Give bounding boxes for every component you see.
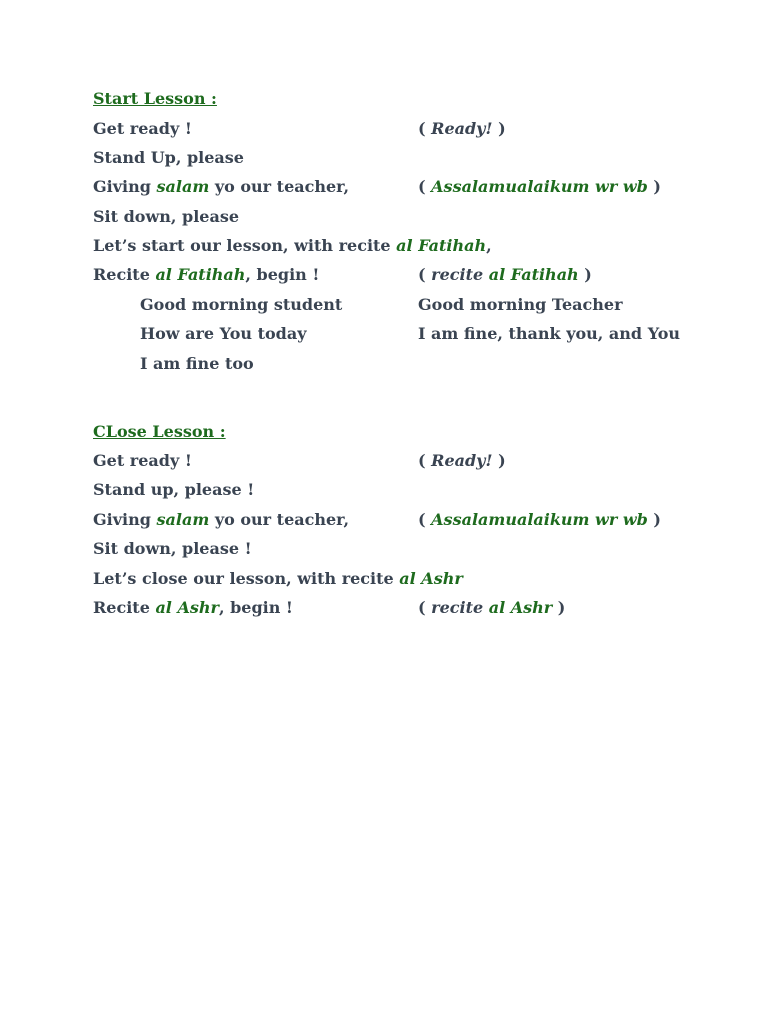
instruction-text: Recite al Ashr, begin !	[93, 597, 293, 617]
start-row-stand-up	[93, 143, 733, 172]
start-row-fine-too	[93, 349, 733, 378]
start-row-recite	[93, 260, 733, 289]
close-row-sit-down	[93, 534, 733, 563]
instruction-text: Stand up, please !	[93, 480, 255, 500]
highlight-term: salam	[156, 509, 210, 529]
instruction-text: Stand Up, please	[93, 147, 244, 167]
highlight-term: salam	[156, 177, 210, 197]
start-row-sit-down	[93, 202, 733, 231]
start-row-how-are-you	[93, 319, 733, 348]
close-row-lets-close	[93, 564, 733, 593]
highlight-term: Assalamualaikum wr wb	[431, 509, 648, 529]
response-word: Ready!	[431, 451, 493, 471]
response-text: ( Ready! )	[418, 451, 506, 471]
start-row-good-morning	[93, 290, 733, 319]
close-row-get-ready	[93, 446, 733, 475]
start-row-get-ready	[93, 114, 733, 143]
close-row-recite	[93, 593, 733, 622]
dialogue-text: Good morning student	[140, 294, 343, 314]
dialogue-text: I am fine too	[140, 353, 254, 373]
start-row-lets-start	[93, 231, 733, 260]
highlight-term: al Ashr	[488, 597, 553, 617]
section-spacer	[93, 378, 733, 417]
instruction-text: Get ready !	[93, 118, 192, 138]
start-lesson-heading: Start Lesson :	[93, 89, 217, 108]
highlight-term: al Fatihah	[488, 265, 579, 285]
start-row-giving-salam	[93, 172, 733, 201]
highlight-term: al Fatihah	[396, 236, 487, 256]
response-text: ( Assalamualaikum wr wb )	[418, 177, 661, 197]
highlight-term: al Ashr	[399, 568, 463, 588]
response-text: ( Ready! )	[418, 118, 506, 138]
close-lesson-heading: CLose Lesson :	[93, 421, 226, 441]
response-text: ( recite al Fatihah )	[418, 265, 592, 285]
response-text: ( Assalamualaikum wr wb )	[418, 509, 661, 529]
close-row-stand-up	[93, 475, 733, 504]
instruction-text: Recite al Fatihah, begin !	[93, 265, 320, 285]
close-row-giving-salam	[93, 505, 733, 534]
instruction-text: Let’s close our lesson, with recite al Ashr	[93, 568, 463, 588]
highlight-term: al Ashr	[155, 597, 219, 617]
instruction-text: Let’s start our lesson, with recite al Fatihah,	[93, 236, 492, 256]
instruction-text: Giving salam yo our teacher,	[93, 177, 350, 197]
highlight-term: Assalamualaikum wr wb	[431, 177, 648, 197]
response-text: I am fine, thank you, and You	[418, 324, 681, 344]
instruction-text: Giving salam yo our teacher,	[93, 509, 350, 529]
dialogue-text: How are You today	[140, 324, 307, 344]
response-text: Good morning Teacher	[418, 294, 623, 314]
instruction-text: Sit down, please	[93, 206, 239, 226]
instruction-text: Sit down, please !	[93, 539, 252, 559]
instruction-text: Get ready !	[93, 451, 192, 471]
response-text: ( recite al Ashr )	[418, 597, 566, 617]
response-word: Ready!	[431, 118, 493, 138]
lesson-script-document	[93, 84, 733, 622]
highlight-term: al Fatihah	[155, 265, 246, 285]
